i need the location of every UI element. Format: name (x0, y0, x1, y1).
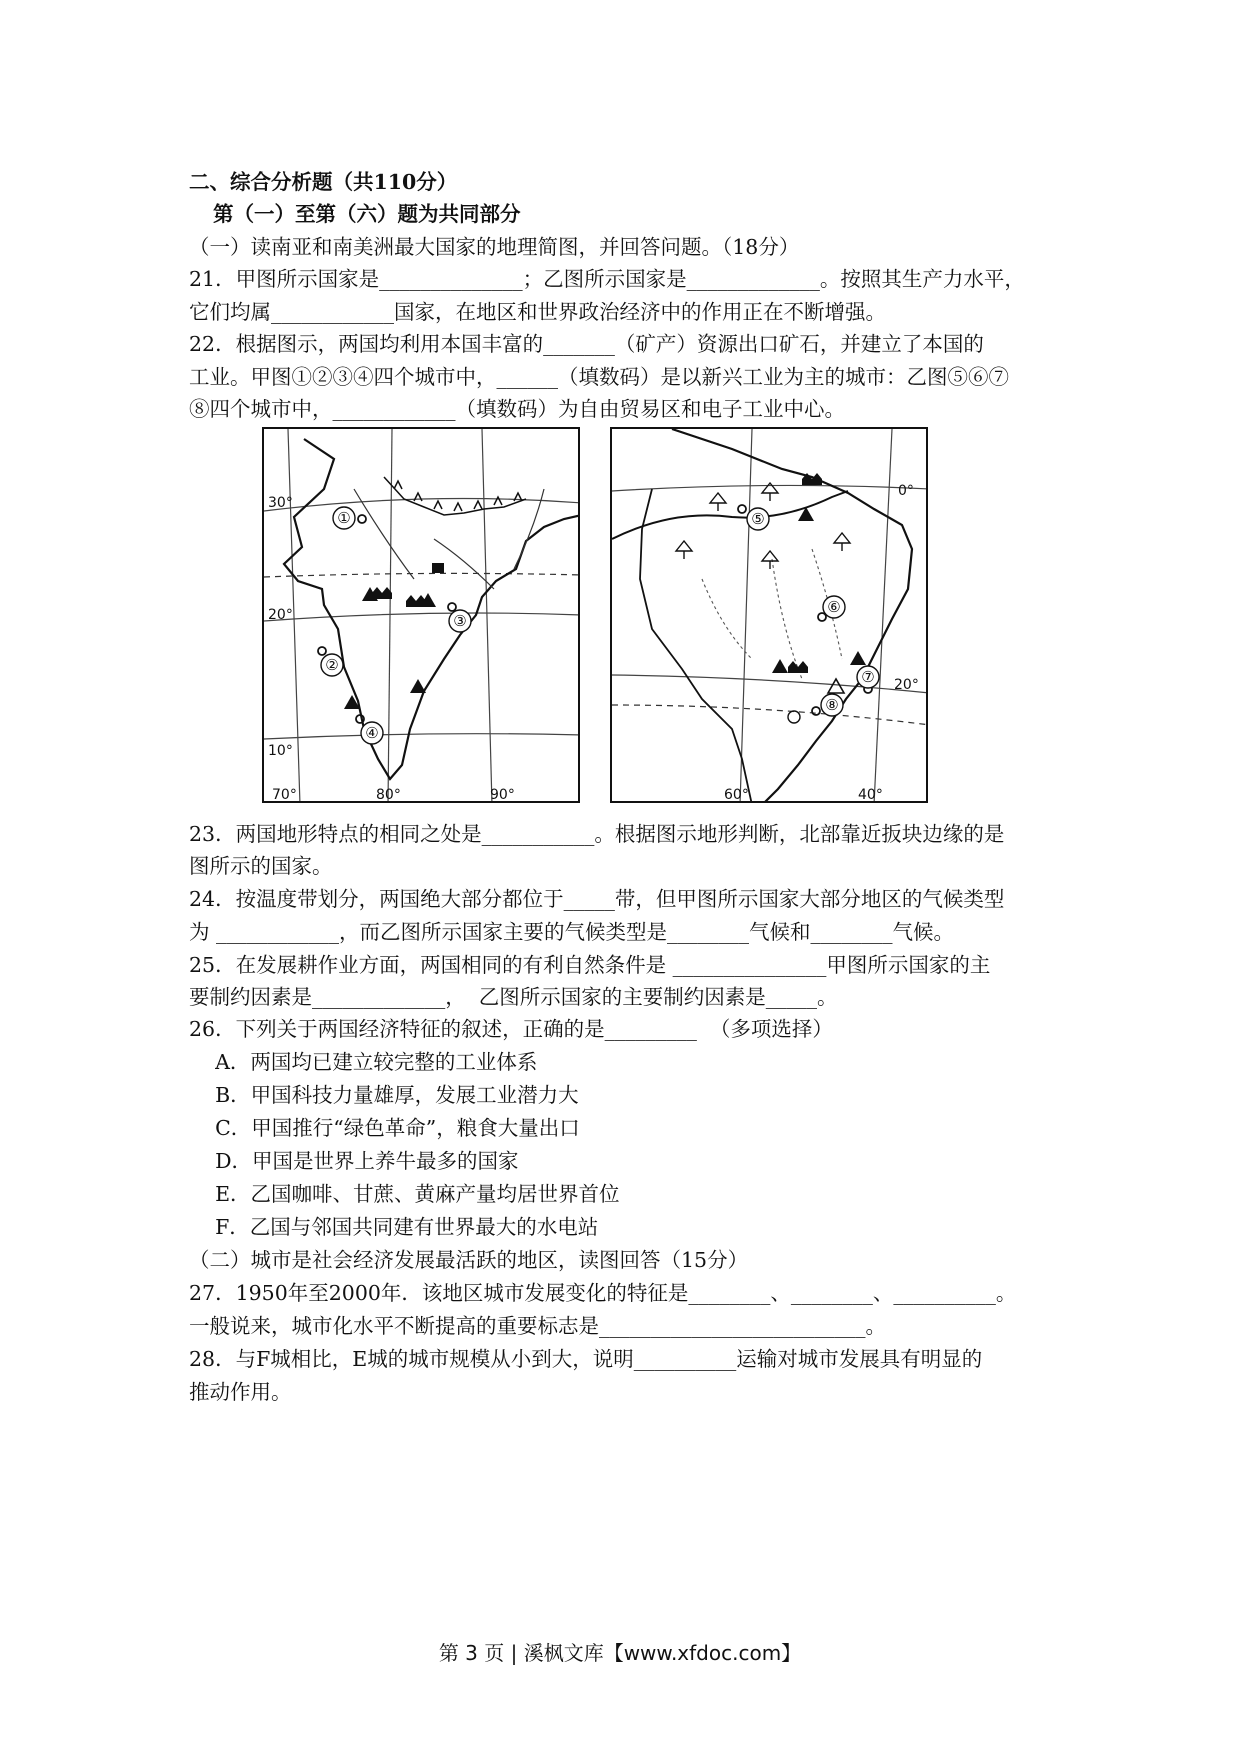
rivers (354, 489, 544, 589)
question-line: （二）城市是社会经济发展最活跃的地区，读图回答（15分） (189, 1248, 749, 1272)
question-line: 图所示的国家。 (189, 854, 333, 878)
city-4-label: ④ (365, 724, 379, 742)
lon-label-90: 90° (490, 787, 515, 803)
option-e: E．乙国咖啡、甘蔗、黄麻产量均居世界首位 (189, 1182, 620, 1206)
factory-symbol (788, 661, 808, 673)
section-title: 二、综合分析题（共110分） (189, 170, 458, 194)
factory-symbol (372, 587, 392, 599)
city-dots (318, 515, 456, 723)
city-6-label: ⑥ (827, 598, 841, 616)
andes-border (640, 489, 752, 803)
oil-triangle (828, 679, 844, 693)
city-5-label: ⑤ (751, 510, 765, 528)
amazon-river (612, 491, 848, 539)
option-a: A．两国均已建立较完整的工业体系 (189, 1050, 538, 1074)
parallel-0 (612, 485, 928, 491)
parallel-20 (264, 613, 580, 621)
lat-label-20: 20° (268, 607, 293, 623)
map-india (262, 427, 580, 803)
city-7-label: ⑦ (861, 668, 875, 686)
city-2-label: ② (325, 656, 339, 674)
lon-label-70: 70° (272, 787, 297, 803)
map-brazil (610, 427, 928, 803)
question-line: 27．1950年至2000年．该地区城市发展变化的特征是________、________、__________。 (189, 1281, 1017, 1305)
factory-symbol (406, 595, 426, 607)
lat-label-30: 30° (268, 495, 293, 511)
question-line: 一般说来，城市化水平不断提高的重要标志是__________________________。 (189, 1314, 886, 1338)
himalaya-relief (384, 477, 526, 515)
city-8-label: ⑧ (825, 696, 839, 714)
question-line: ⑧四个城市中，____________（填数码）为自由贸易区和电子工业中心。 (189, 397, 845, 421)
question-line: 26．下列关于两国经济特征的叙述，正确的是_________ （多项选择） (189, 1017, 833, 1041)
mine-triangle (850, 651, 866, 665)
question-line: 它们均属____________国家，在地区和世界政治经济中的作用正在不断增强。 (189, 300, 886, 324)
meridian-90 (482, 429, 492, 803)
city-markers (321, 507, 471, 744)
tropic-of-capricorn (612, 705, 928, 725)
mineral-symbols (344, 563, 444, 709)
question-line: 22．根据图示，两国均利用本国丰富的_______（矿产）资源出口矿石，并建立了本国的 (189, 332, 984, 356)
lon-label-40: 40° (858, 787, 883, 803)
city-3-label: ③ (453, 612, 467, 630)
city-markers (747, 508, 879, 716)
section-subtitle: 第（一）至第（六）题为共同部分 (213, 202, 521, 226)
question-line: 为 ____________，而乙图所示国家主要的气候类型是________气候和________气候。 (189, 920, 955, 944)
option-b: B．甲国科技力量雄厚，发展工业潜力大 (189, 1083, 579, 1107)
question-line: 21．甲图所示国家是______________；乙图所示国家是_____________。按照其生产力水平， (189, 267, 1025, 291)
meridian-40 (874, 429, 892, 803)
tropic-of-cancer (264, 573, 580, 577)
question-line: 推动作用。 (189, 1380, 292, 1404)
question-line: 23．两国地形特点的相同之处是___________。根据图示地形判断，北部靠近扳块边缘的是 (189, 822, 1005, 846)
question-line: 要制约因素是_____________， 乙图所示国家的主要制约因素是_____。 (189, 985, 838, 1009)
question-line: 24．按温度带划分，两国绝大部分都位于_____带，但甲图所示国家大部分地区的气候类型 (189, 887, 1005, 911)
lon-label-60: 60° (724, 787, 749, 803)
question-line: 工业。甲图①②③④四个城市中，______（填数码）是以新兴工业为主的城市：乙图⑤⑥⑦ (189, 365, 1009, 389)
option-f: F．乙国与邻国共同建有世界最大的水电站 (189, 1215, 599, 1239)
lat-label-20: 20° (894, 677, 919, 693)
question-line: （一）读南亚和南美洲最大国家的地理简图，并回答问题。（18分） (189, 235, 800, 259)
city-dots (738, 505, 875, 715)
page-footer: 第 3 页 | 溪枫文库【www.xfdoc.com】 (438, 1641, 802, 1665)
dam-symbol (788, 711, 800, 723)
question-line: 28．与F城相比，E城的城市规模从小到大，说明__________运输对城市发展具有明显的 (189, 1347, 983, 1371)
mine-triangle (772, 659, 788, 673)
option-d: D．甲国是世界上养牛最多的国家 (189, 1149, 519, 1173)
parallel-10 (264, 734, 580, 739)
meridian-60 (740, 429, 752, 803)
lat-label-10: 10° (268, 743, 293, 759)
option-c: C．甲国推行“绿色革命”，粮食大量出口 (189, 1116, 580, 1140)
india-coastline (284, 439, 580, 779)
question-line: 25．在发展耕作业方面，两国相同的有利自然条件是 _______________甲图所示国家的主 (189, 953, 991, 977)
coal-square (432, 563, 444, 573)
city-1-label: ① (337, 509, 351, 527)
mine-triangle (410, 679, 426, 693)
lon-label-80: 80° (376, 787, 401, 803)
lat-label-0: 0° (898, 483, 914, 499)
